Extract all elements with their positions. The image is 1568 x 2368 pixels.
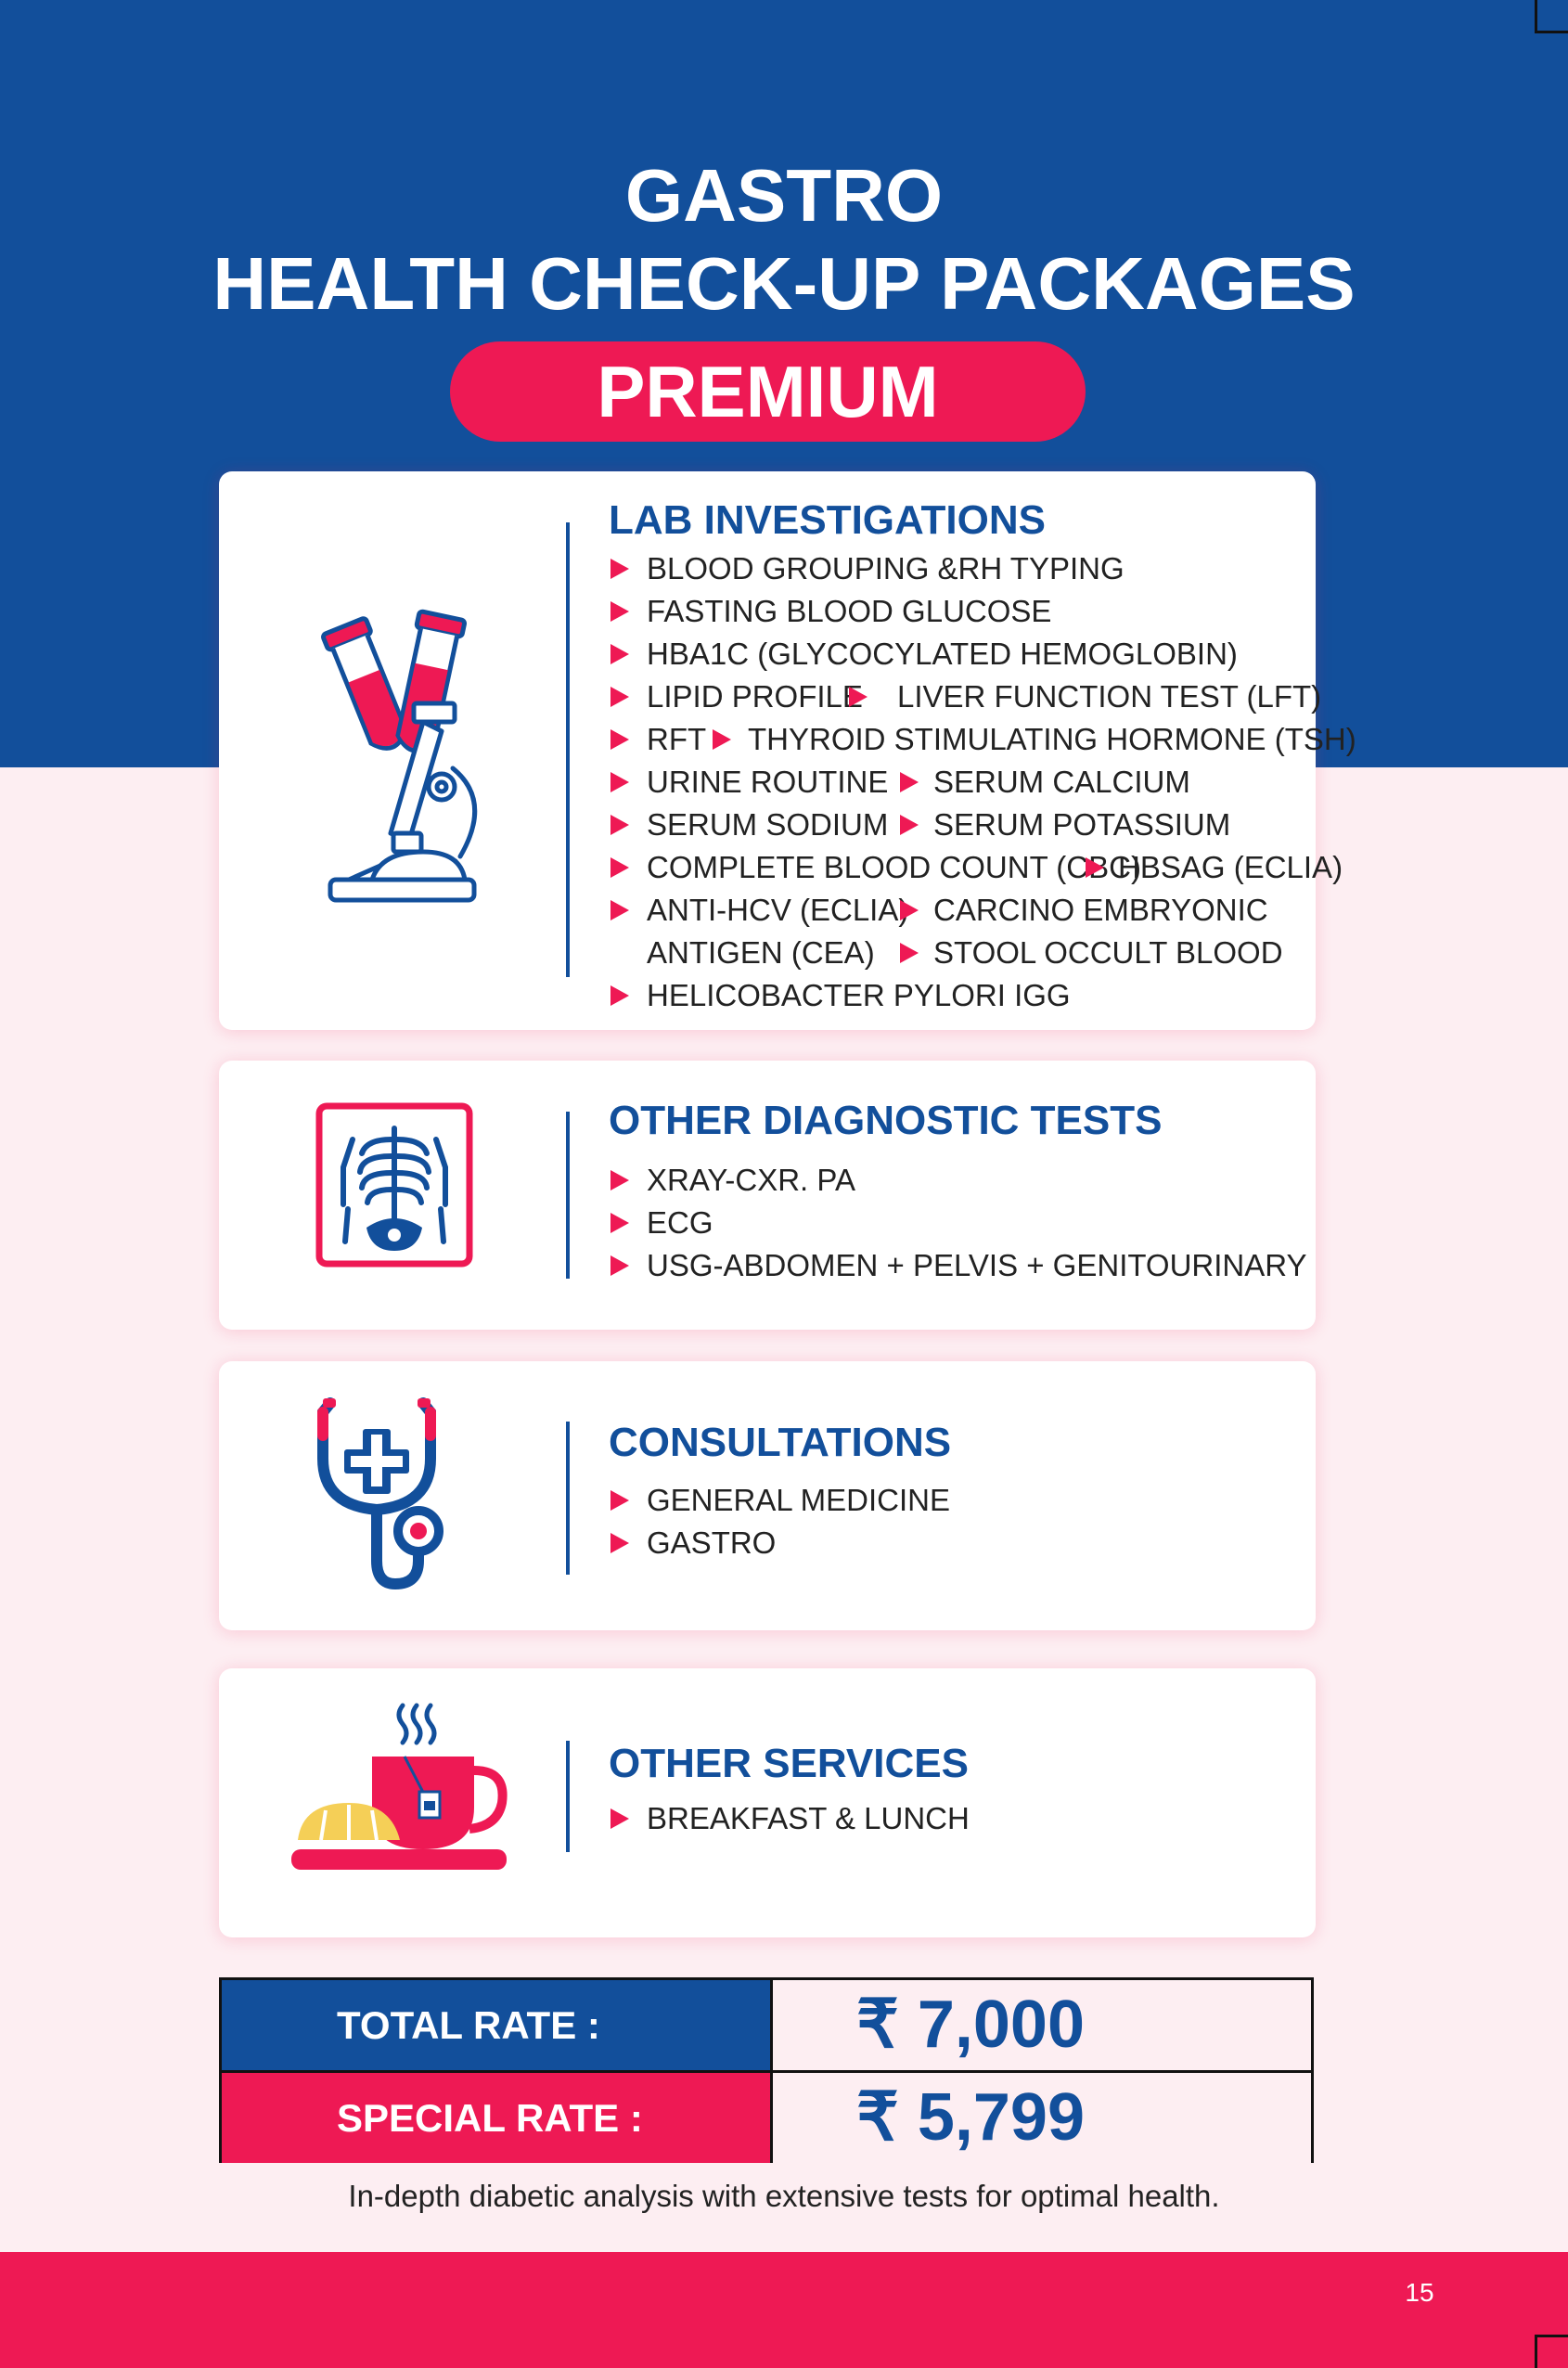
bullet-arrow-icon <box>610 985 629 1006</box>
footer-background <box>0 2252 1568 2368</box>
list-item: LIVER FUNCTION TEST (LFT) <box>897 679 1322 714</box>
list-item: SERUM POTASSIUM <box>933 807 1231 842</box>
lab-investigations-title: LAB INVESTIGATIONS <box>609 497 1046 543</box>
rate-table <box>219 1977 1314 2163</box>
list-item: BLOOD GROUPING &RH TYPING <box>647 551 1125 586</box>
list-item: COMPLETE BLOOD COUNT (CBC) <box>647 850 1141 884</box>
list-item: SERUM SODIUM <box>647 807 889 842</box>
bullet-arrow-icon <box>610 772 629 792</box>
bullet-arrow-icon <box>849 687 868 707</box>
list-item: RFT <box>647 722 707 756</box>
list-item: GASTRO <box>647 1525 777 1560</box>
bullet-arrow-icon <box>610 601 629 622</box>
list-item: ANTIGEN (CEA) <box>647 935 875 970</box>
footnote: In-depth diabetic analysis with extensive tests for optimal health. <box>348 2179 1220 2213</box>
bullet-arrow-icon <box>610 1490 629 1511</box>
package-badge: PREMIUM <box>450 341 1086 442</box>
bullet-arrow-icon <box>610 1170 629 1190</box>
page-title-line-2: HEALTH CHECK-UP PACKAGES <box>212 242 1356 325</box>
bullet-arrow-icon <box>610 1533 629 1553</box>
page-title-line-1: GASTRO <box>624 154 944 237</box>
consultations-divider <box>566 1422 570 1575</box>
bullet-arrow-icon <box>610 857 629 878</box>
special-rate-label: SPECIAL RATE : <box>222 2073 770 2163</box>
list-item: LIPID PROFILE <box>647 679 863 714</box>
other-services-title: OTHER SERVICES <box>609 1741 969 1786</box>
bullet-arrow-icon <box>1086 857 1104 878</box>
list-item: THYROID STIMULATING HORMONE (TSH) <box>748 722 1356 756</box>
microscope-test-tubes-icon <box>293 601 497 935</box>
crop-mark-bottom <box>1535 2335 1568 2368</box>
list-item: STOOL OCCULT BLOOD <box>933 935 1283 970</box>
bullet-arrow-icon <box>713 729 731 750</box>
bullet-arrow-icon <box>900 815 919 835</box>
consultations-title: CONSULTATIONS <box>609 1420 952 1465</box>
bullet-arrow-icon <box>610 729 629 750</box>
bullet-arrow-icon <box>900 943 919 963</box>
special-rate-row <box>222 2073 1311 2163</box>
list-item: HBSAG (ECLIA) <box>1118 850 1343 884</box>
stethoscope-icon <box>312 1394 460 1607</box>
list-item: BREAKFAST & LUNCH <box>647 1801 970 1835</box>
total-rate-label: TOTAL RATE : <box>222 1980 770 2070</box>
bullet-arrow-icon <box>610 559 629 579</box>
bullet-arrow-icon <box>610 815 629 835</box>
list-item: XRAY-CXR. PA <box>647 1163 855 1197</box>
total-rate-row <box>222 1980 1311 2073</box>
list-item: SERUM CALCIUM <box>933 765 1190 799</box>
bullet-arrow-icon <box>900 900 919 920</box>
total-rate-value: ₹ 7,000 <box>770 1980 1311 2070</box>
breakfast-tea-croissant-icon <box>284 1701 516 1886</box>
bullet-arrow-icon <box>610 1255 629 1276</box>
list-item: USG-ABDOMEN + PELVIS + GENITOURINARY <box>647 1248 1307 1282</box>
services-divider <box>566 1741 570 1852</box>
list-item: CARCINO EMBRYONIC <box>933 893 1268 927</box>
crop-mark-top <box>1535 0 1568 33</box>
bullet-arrow-icon <box>610 644 629 664</box>
lab-divider <box>566 522 570 977</box>
list-item: URINE ROUTINE <box>647 765 889 799</box>
bullet-arrow-icon <box>900 772 919 792</box>
bullet-arrow-icon <box>610 900 629 920</box>
list-item: GENERAL MEDICINE <box>647 1483 951 1517</box>
bullet-arrow-icon <box>610 687 629 707</box>
list-item: ANTI-HCV (ECLIA) <box>647 893 909 927</box>
bullet-arrow-icon <box>610 1808 629 1829</box>
list-item: FASTING BLOOD GLUCOSE <box>647 594 1052 628</box>
list-item: HELICOBACTER PYLORI IGG <box>647 978 1071 1012</box>
diagnostic-divider <box>566 1112 570 1279</box>
list-item: ECG <box>647 1205 713 1240</box>
xray-skeleton-icon <box>315 1102 473 1268</box>
page-number: 15 <box>1405 2278 1434 2307</box>
bullet-arrow-icon <box>610 1213 629 1233</box>
special-rate-value: ₹ 5,799 <box>770 2073 1311 2163</box>
list-item: HBA1C (GLYCOCYLATED HEMOGLOBIN) <box>647 637 1238 671</box>
diagnostic-tests-title: OTHER DIAGNOSTIC TESTS <box>609 1098 1163 1143</box>
